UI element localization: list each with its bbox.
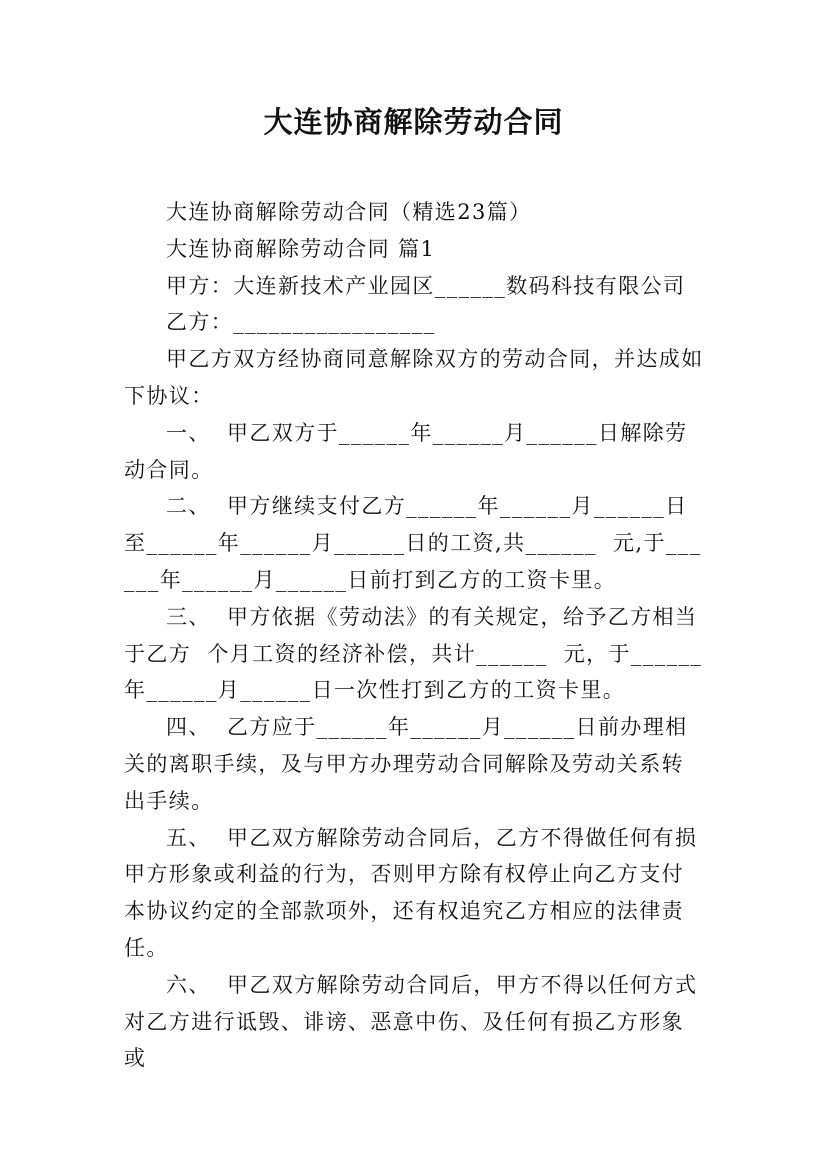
paragraph-clause-3: 三、 甲方依据《劳动法》的有关规定，给予乙方相当于乙方 个月工资的经济补偿，共计______ 元，于______年______月______日一次性打到乙方的工资卡里。 [124, 604, 703, 703]
paragraph-party-b: 乙方：_________________ [166, 310, 436, 335]
paragraph-section-heading: 大连协商解除劳动合同 篇1 [166, 236, 436, 261]
paragraph-party-a: 甲方：大连新技术产业园区______数码科技有限公司 [166, 273, 686, 298]
paragraph-intro: 甲乙方双方经协商同意解除双方的劳动合同，并达成如下协议： [124, 347, 704, 408]
paragraph-clause-6: 六、 甲乙双方解除劳动合同后，甲方不得以任何方式对乙方进行诋毁、诽谤、恶意中伤、及任何有损乙方形象或 [124, 972, 698, 1071]
paragraph-clause-4: 四、 乙方应于______年______月______日前办理相关的离职手续，及与甲方办理劳动合同解除及劳动关系转出手续。 [124, 715, 688, 813]
document-body [124, 194, 706, 1077]
paragraph-clause-2: 二、 甲方继续支付乙方______年______月______日至______年______月______日的工资,共______ 元,于______年______月______日前打到乙方的工资卡里。 [124, 494, 702, 592]
document-title: 大连协商解除劳动合同 [263, 105, 564, 139]
paragraph-clause-1: 一、 甲乙双方于______年______月______日解除劳动合同。 [124, 420, 688, 482]
paragraph-clause-5: 五、 甲乙双方解除劳动合同后，乙方不得做任何有损甲方形象或利益的行为，否则甲方除有权停止向乙方支付本协议约定的全部款项外，还有权追究乙方相应的法律责任。 [124, 825, 698, 960]
paragraph-subtitle: 大连协商解除劳动合同（精选23篇） [166, 200, 532, 224]
